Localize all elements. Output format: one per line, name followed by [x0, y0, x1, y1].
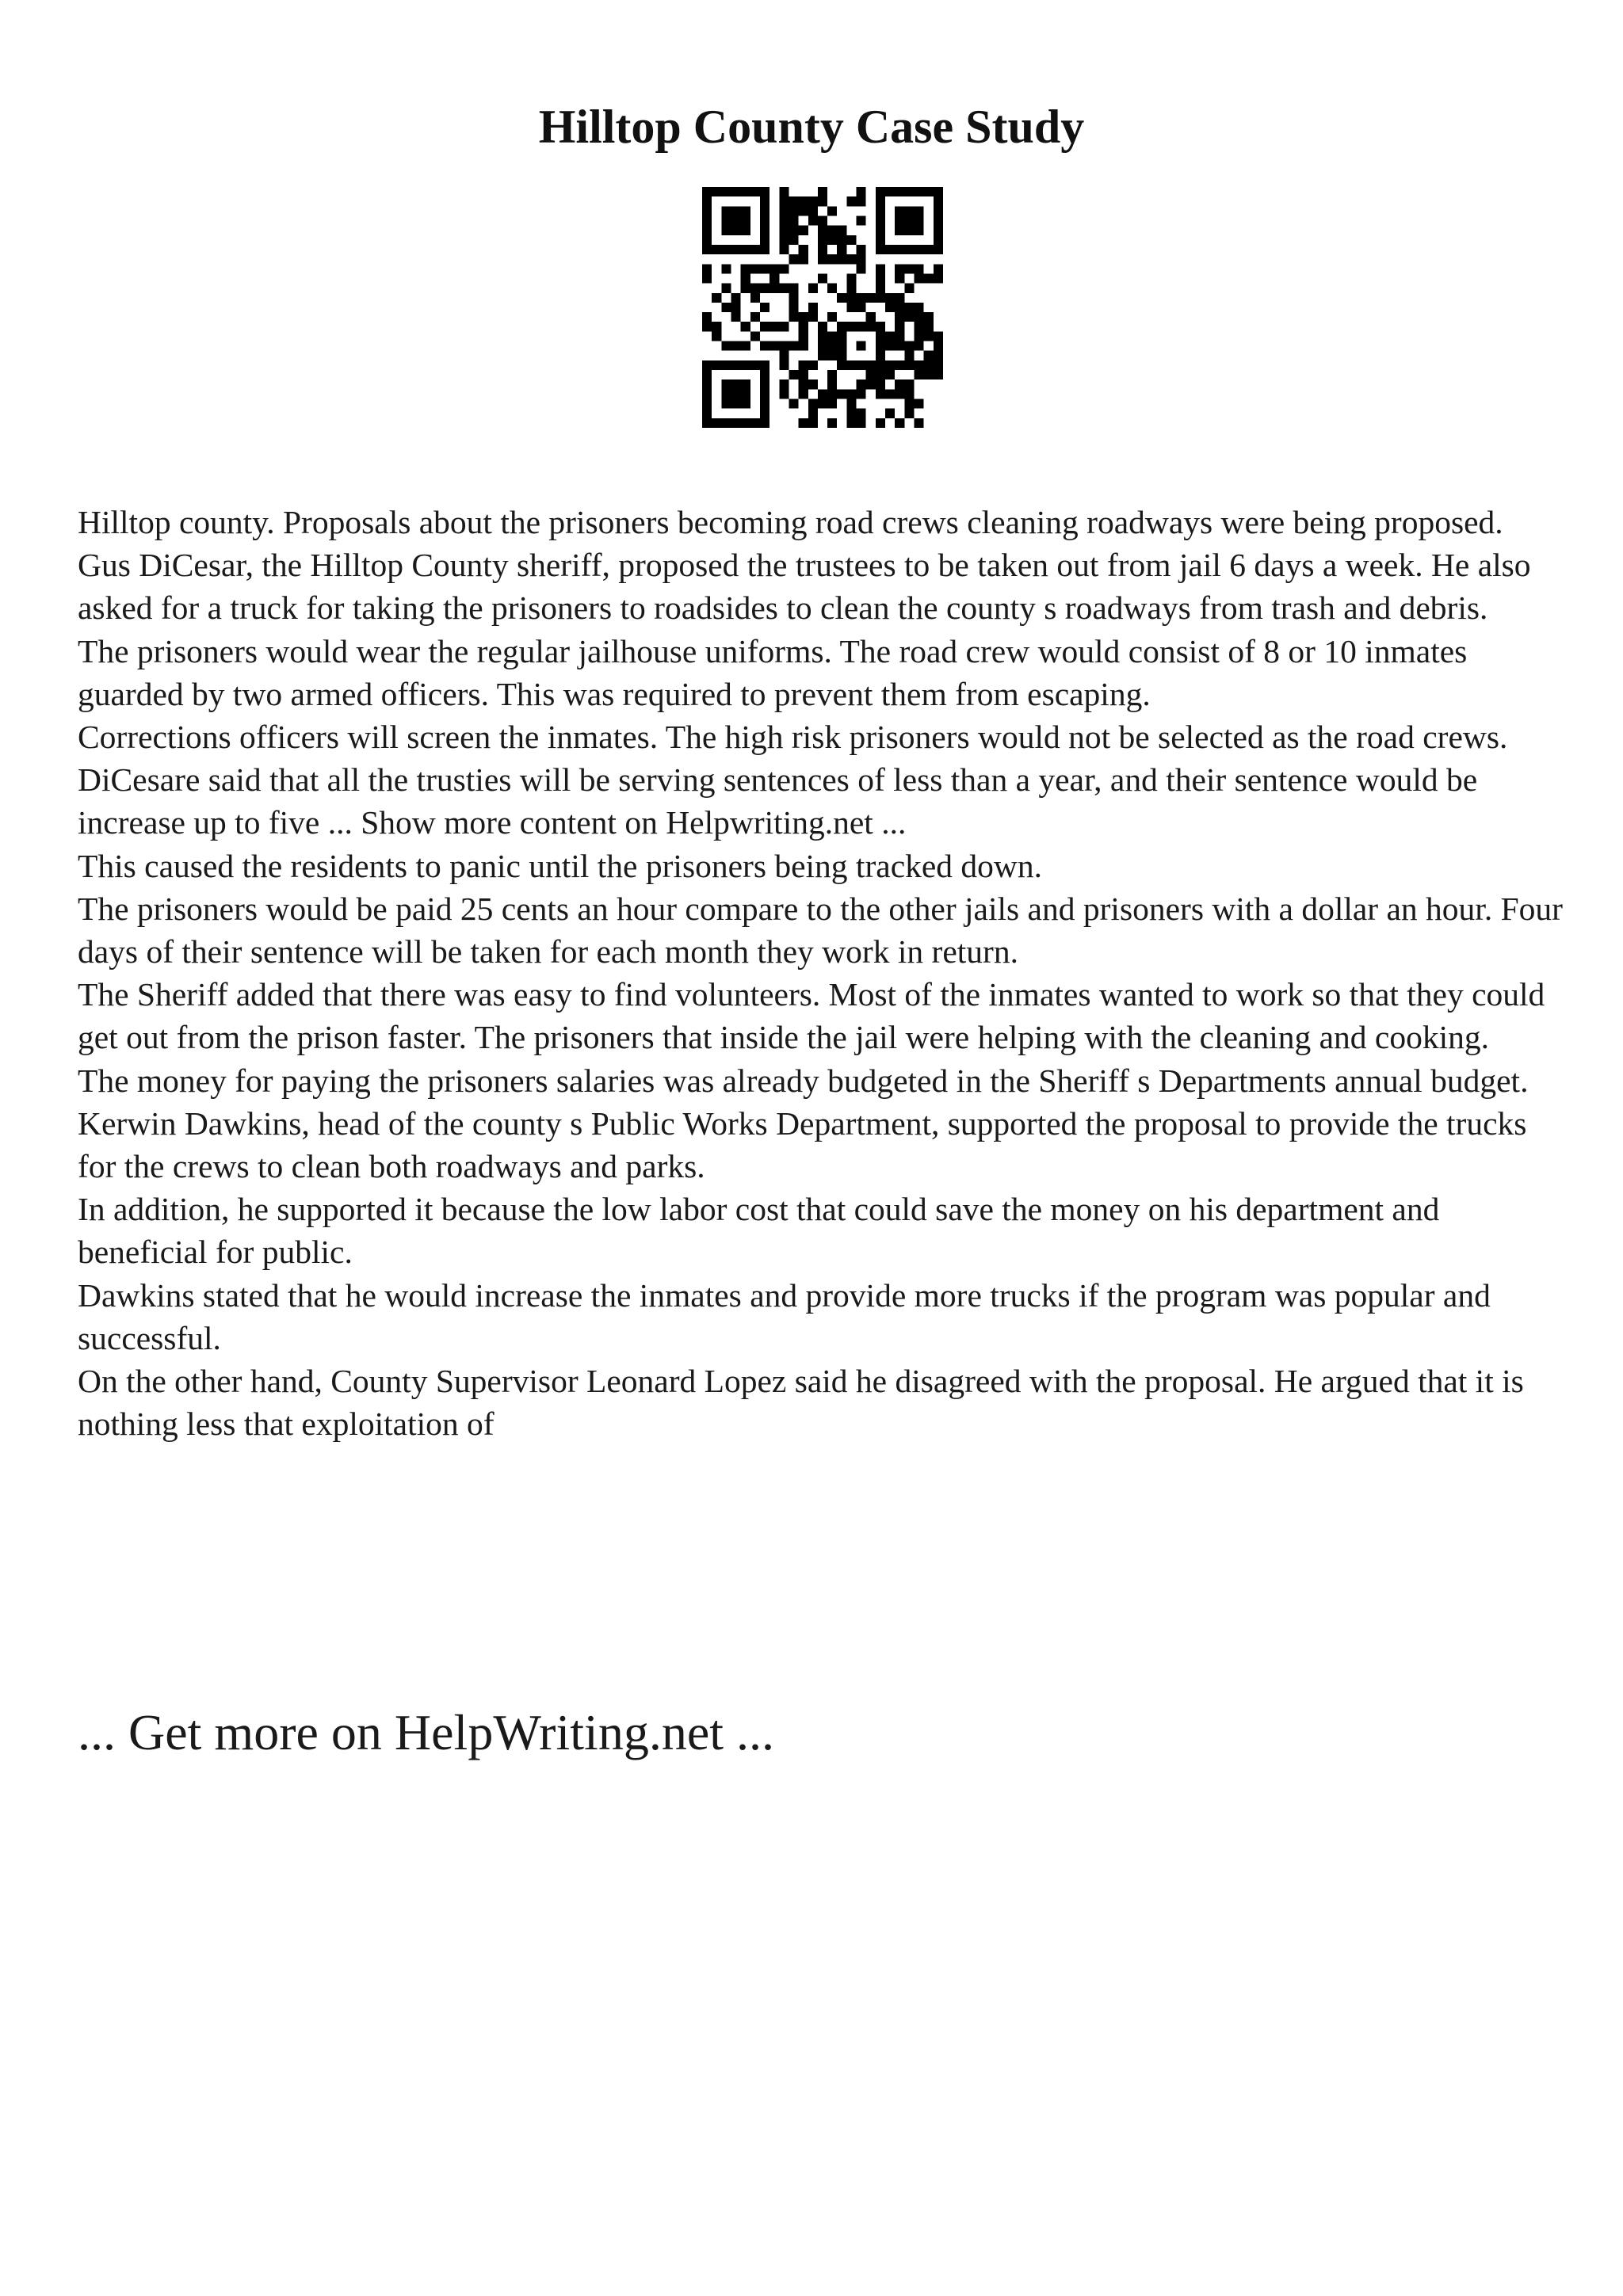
paragraph: This caused the residents to panic until the prisoners being tracked down. [78, 847, 1043, 884]
paragraph: The Sheriff added that there was easy to find volunteers. Most of the inmates wanted to work so that they could get out from the prison faster. The prisoners that inside the jail were helping with the cleaning and cooking. [78, 976, 1545, 1056]
paragraph: Hilltop county. Proposals about the prisoners becoming road crews cleaning roadways were being proposed. [78, 504, 1503, 540]
paragraph: The money for paying the prisoners salaries was already budgeted in the Sheriff s Departments annual budget. [78, 1062, 1529, 1099]
article-body [78, 501, 1568, 1445]
paragraph: Corrections officers will screen the inmates. The high risk prisoners would not be selected as the road crews. [78, 719, 1508, 756]
qr-code-icon[interactable] [702, 187, 943, 428]
paragraph: The prisoners would wear the regular jailhouse uniforms. The road crew would consist of 8 or 10 inmates guarded by two armed officers. This was required to prevent them from escaping. [78, 632, 1468, 712]
paragraph: Dawkins stated that he would increase the inmates and provide more trucks if the program was popular and successful. [78, 1276, 1491, 1356]
paragraph: DiCesare said that all the trusties will be serving sentences of less than a year, and their sentence would be increase up to five ... Show more content on Helpwriting.net ... [78, 761, 1478, 841]
paragraph: Gus DiCesar, the Hilltop County sheriff, proposed the trustees to be taken out from jail 6 days a week. He also asked for a truck for taking the prisoners to roadsides to clean the county s roadways from trash and debris. [78, 547, 1531, 627]
paragraph: In addition, he supported it because the low labor cost that could save the money on his department and beneficial for public. [78, 1191, 1440, 1271]
paragraph: The prisoners would be paid 25 cents an hour compare to the other jails and prisoners with a dollar an hour. Four days of their sentence will be taken for each month they work in return. [78, 890, 1563, 971]
get-more-link[interactable]: ... Get more on HelpWriting.net ... [78, 1704, 774, 1760]
paragraph: On the other hand, County Supervisor Leonard Lopez said he disagreed with the proposal. He argued that it is nothing less that exploitation of [78, 1363, 1524, 1443]
paragraph: Kerwin Dawkins, head of the county s Public Works Department, supported the proposal to provide the trucks for the crews to clean both roadways and parks. [78, 1104, 1527, 1185]
document-title: Hilltop County Case Study [538, 101, 1085, 153]
